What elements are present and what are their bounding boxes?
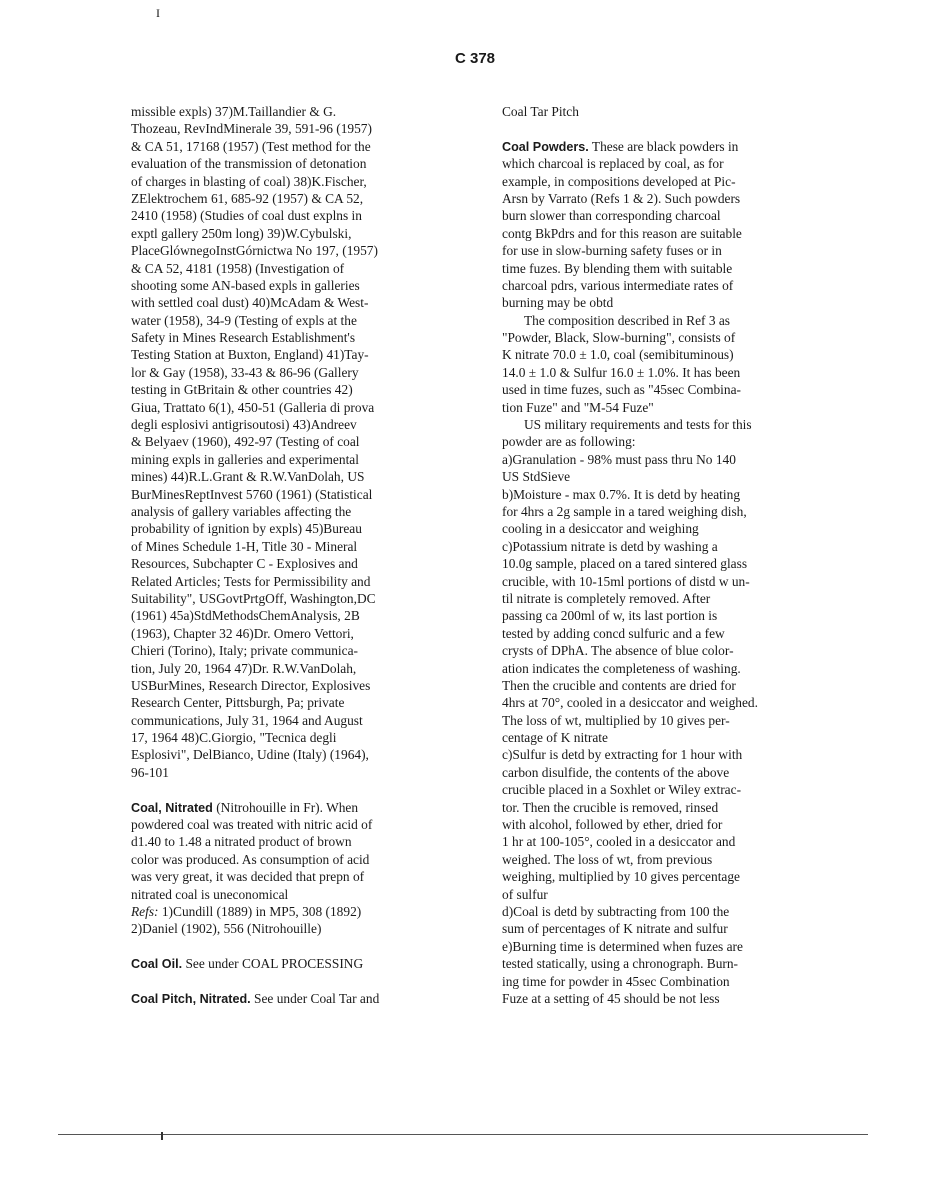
text-line [502,190,827,207]
line-text: PlaceGlównegoInstGórnictwa No 197, (1957) [131,243,378,259]
paragraph-gap [131,938,449,955]
text-line [502,590,827,607]
line-text: tion Fuze" and "M-54 Fuze" [502,399,654,415]
line-text: Testing Station at Buxton, England) 41)Tay- [131,347,369,363]
text-line [502,225,827,242]
line-text: US military requirements and tests for this [524,417,752,433]
line-text: Then the crucible and contents are dried for [502,677,736,693]
text-line [502,138,827,155]
text-line [502,538,827,555]
right-column [502,103,827,1007]
text-line [502,416,827,433]
line-text: time fuzes. By blending them with suitable [502,260,733,276]
line-text: for use in slow-burning safety fuses or in [502,243,722,259]
line-text: of charges in blasting of coal) 38)K.Fischer, [131,173,367,189]
bottom-rule-tick [161,1132,163,1140]
line-text: K nitrate 70.0 ± 1.0, coal (semibituminous) [502,347,734,363]
line-text: Giua, Trattato 6(1), 450-51 (Galleria di prova [131,399,375,415]
text-line [502,503,827,520]
text-line [502,486,827,503]
line-text: Esplosivi", DelBianco, Udine (Italy) (1964), [131,747,369,763]
text-line [131,573,449,590]
paragraph-gap [131,973,449,990]
line-text: for 4hrs a 2g sample in a tared weighing dish, [502,503,747,519]
corner-mark: I [156,6,160,20]
text-line [131,851,449,868]
line-text: burning may be obtd [502,295,614,311]
line-text: was very great, it was decided that prepn of [131,869,365,885]
line-text: & CA 51, 17168 (1957) (Test method for the [131,138,371,154]
line-text: d1.40 to 1.48 a nitrated product of brown [131,834,352,850]
line-text: example, in compositions developed at Pic- [502,173,736,189]
text-line [502,781,827,798]
text-line [131,990,449,1007]
text-line [131,555,449,572]
text-line [502,468,827,485]
line-text: b)Moisture - max 0.7%. It is detd by heating [502,486,741,502]
text-line [502,451,827,468]
line-text: exptl gallery 250m long) 39)W.Cybulski, [131,225,352,241]
line-text: 2)Daniel (1902), 556 (Nitrohouille) [131,921,322,937]
line-text: Arsn by Varrato (Refs 1 & 2). Such powders [502,190,741,206]
line-text: tested statically, using a chronograph. Burn- [502,956,739,972]
text-line [131,677,449,694]
text-line [502,399,827,416]
text-line [131,764,449,781]
paragraph-gap [131,781,449,798]
text-line [502,938,827,955]
text-line [131,868,449,885]
line-text: weighing, multiplied by 10 gives percentage [502,869,740,885]
text-line [131,799,449,816]
line-text: which charcoal is replaced by coal, as for [502,156,724,172]
text-line [131,538,449,555]
line-text: passing ca 200ml of w, its last portion is [502,608,718,624]
line-text: The composition described in Ref 3 as [524,312,731,328]
text-line [502,364,827,381]
line-text: Resources, Subchapter C - Explosives and [131,556,358,572]
line-text: Fuze at a setting of 45 should be not less [502,990,720,1006]
text-line [131,729,449,746]
text-line [502,729,827,746]
line-text: charcoal pdrs, various intermediate rates of [502,277,734,293]
text-line [131,886,449,903]
line-text: Related Articles; Tests for Permissibility and [131,573,371,589]
line-text: 1)Cundill (1889) in MP5, 308 (1892) [158,903,362,919]
text-line [502,381,827,398]
line-text: testing in GtBritain & other countries 42) [131,382,353,398]
entry-heading: Coal Oil. [131,957,183,972]
line-text: 17, 1964 48)C.Giorgio, "Tecnica degli [131,730,337,746]
text-line [502,103,827,120]
text-line [131,625,449,642]
text-line [502,955,827,972]
line-text: USBurMines, Research Director, Explosives [131,677,371,693]
text-line [502,607,827,624]
text-line [502,920,827,937]
line-text: 96-101 [131,764,169,780]
text-line [131,468,449,485]
text-line [131,712,449,729]
line-text: mining expls in galleries and experimental [131,451,359,467]
line-text: The loss of wt, multiplied by 10 gives per- [502,712,730,728]
text-line [131,294,449,311]
text-line [131,746,449,763]
text-line [131,903,449,920]
entry-heading: Coal, Nitrated [131,800,213,815]
line-text: used in time fuzes, such as "45sec Combina- [502,382,742,398]
line-text: of sulfur [502,886,548,902]
text-line [131,694,449,711]
text-line [502,346,827,363]
text-line [131,225,449,242]
text-line [131,103,449,120]
text-line [502,694,827,711]
line-text: US StdSieve [502,469,571,485]
text-line [131,329,449,346]
line-text: tor. Then the crucible is removed, rinsed [502,799,719,815]
line-text: crysts of DPhA. The absence of blue color- [502,643,734,659]
line-text: color was produced. As consumption of acid [131,851,370,867]
text-line [131,173,449,190]
line-text: See under Coal Tar and [250,990,380,1006]
paragraph-gap [502,120,827,137]
line-text: & CA 52, 4181 (1958) (Investigation of [131,260,345,276]
text-line [502,851,827,868]
line-text: These are black powders in [588,138,739,154]
line-text: analysis of gallery variables affecting the [131,503,352,519]
text-line [131,660,449,677]
page-number: C 378 [455,50,496,67]
text-line [502,573,827,590]
line-text: See under COAL PROCESSING [182,956,364,972]
line-text: mines) 44)R.L.Grant & R.W.VanDolah, US [131,469,365,485]
text-line [502,433,827,450]
text-line [131,433,449,450]
text-line [502,799,827,816]
text-line [502,886,827,903]
line-text: carbon disulfide, the contents of the above [502,764,730,780]
text-line [502,746,827,763]
line-text: Safety in Mines Research Establishment's [131,330,356,346]
line-text: 10.0g sample, placed on a tared sintered glass [502,556,748,572]
line-text: BurMinesReptInvest 5760 (1961) (Statistical [131,486,373,502]
line-text: 14.0 ± 1.0 & Sulfur 16.0 ± 1.0%. It has been [502,364,741,380]
line-text: & Belyaev (1960), 492-97 (Testing of coal [131,434,360,450]
text-line [502,155,827,172]
text-line [131,190,449,207]
line-text: weighed. The loss of wt, from previous [502,851,713,867]
text-line [502,173,827,190]
line-text: a)Granulation - 98% must pass thru No 140 [502,451,736,467]
line-text: Suitability", USGovtPrtgOff, Washington,DC [131,590,376,606]
line-text: lor & Gay (1958), 33-43 & 86-96 (Gallery [131,364,359,380]
text-line [131,364,449,381]
text-line [502,242,827,259]
text-line [502,990,827,1007]
text-line [131,642,449,659]
line-text: (Nitrohouille in Fr). When [212,799,359,815]
line-text: (1961) 45a)StdMethodsChemAnalysis, 2B [131,608,360,624]
text-line [502,207,827,224]
line-text: Research Center, Pittsburgh, Pa; private [131,695,345,711]
text-line [131,607,449,624]
line-text: centage of K nitrate [502,730,608,746]
line-text: Chieri (Torino), Italy; private communica- [131,643,358,659]
line-text: cooling in a desiccator and weighing [502,521,699,537]
text-line [131,486,449,503]
line-text: 1 hr at 100-105°, cooled in a desiccator and [502,834,736,850]
line-text: crucible, with 10-15ml portions of distd w un- [502,573,750,589]
text-line [502,868,827,885]
text-line [131,277,449,294]
text-line [131,451,449,468]
text-line [502,294,827,311]
line-text: with settled coal dust) 40)McAdam & West- [131,295,369,311]
line-text: c)Sulfur is detd by extracting for 1 hour with [502,747,743,763]
text-line [502,973,827,990]
text-line [502,329,827,346]
text-line [131,955,449,972]
text-line [131,816,449,833]
text-line [502,764,827,781]
entry-heading: Coal Powders. [502,139,589,154]
line-text: powdered coal was treated with nitric acid of [131,817,373,833]
line-text: Coal Tar Pitch [502,104,579,119]
line-text: c)Potassium nitrate is detd by washing a [502,538,718,554]
line-text: (1963), Chapter 32 46)Dr. Omero Vettori, [131,625,354,641]
text-line [131,399,449,416]
text-line [131,520,449,537]
line-text: with alcohol, followed by ether, dried for [502,817,723,833]
line-text: degli esplosivi antigrisoutosi) 43)Andreev [131,417,357,433]
text-line [131,207,449,224]
line-text: d)Coal is detd by subtracting from 100 the [502,903,730,919]
text-line [502,660,827,677]
text-line [502,555,827,572]
text-line [502,277,827,294]
line-text: probability of ignition by expls) 45)Bureau [131,521,362,537]
text-line [131,416,449,433]
text-line [502,903,827,920]
text-line [502,642,827,659]
line-text: ZElektrochem 61, 685-92 (1957) & CA 52, [131,190,364,206]
line-text: shooting some AN-based expls in galleries [131,277,360,293]
text-line [131,260,449,277]
text-line [131,381,449,398]
text-line [131,120,449,137]
text-line [131,920,449,937]
line-text: contg BkPdrs and for this reason are suitable [502,225,742,241]
line-text: crucible placed in a Soxhlet or Wiley extrac- [502,782,742,798]
line-text: communications, July 31, 1964 and August [131,712,363,728]
text-line [502,312,827,329]
text-line [131,833,449,850]
line-text: tion, July 20, 1964 47)Dr. R.W.VanDolah, [131,660,357,676]
line-text: ing time for powder in 45sec Combination [502,973,730,989]
line-text: til nitrate is completely removed. After [502,590,711,606]
text-line [502,677,827,694]
text-line [131,346,449,363]
bottom-rule [58,1134,868,1135]
line-text: e)Burning time is determined when fuzes are [502,938,743,954]
line-text: ation indicates the completeness of washing. [502,660,741,676]
line-text: missible expls) 37)M.Taillandier & G. [131,104,337,119]
line-text: nitrated coal is uneconomical [131,886,289,902]
line-text: 4hrs at 70°, cooled in a desiccator and weighed. [502,695,758,711]
line-text: 2410 (1958) (Studies of coal dust explns in [131,208,362,224]
line-text: burn slower than corresponding charcoal [502,208,721,224]
text-line [131,503,449,520]
line-text: Thozeau, RevIndMinerale 39, 591-96 (1957) [131,121,372,137]
text-line [131,312,449,329]
line-text: powder are as following: [502,434,636,450]
entry-heading: Coal Pitch, Nitrated. [131,991,251,1006]
text-line [502,260,827,277]
text-line [131,242,449,259]
text-line [502,625,827,642]
text-line [502,712,827,729]
text-line [131,590,449,607]
line-text: tested by adding concd sulfuric and a few [502,625,725,641]
text-line [131,155,449,172]
refs-label: Refs: [131,903,159,919]
line-text: "Powder, Black, Slow-burning", consists of [502,330,736,346]
text-line [502,520,827,537]
line-text: sum of percentages of K nitrate and sulfur [502,921,728,937]
text-line [502,816,827,833]
line-text: water (1958), 34-9 (Testing of expls at the [131,312,357,328]
line-text: evaluation of the transmission of detonation [131,156,367,172]
left-column [131,103,449,1007]
text-line [131,138,449,155]
line-text: of Mines Schedule 1-H, Title 30 - Mineral [131,538,358,554]
text-line [502,833,827,850]
